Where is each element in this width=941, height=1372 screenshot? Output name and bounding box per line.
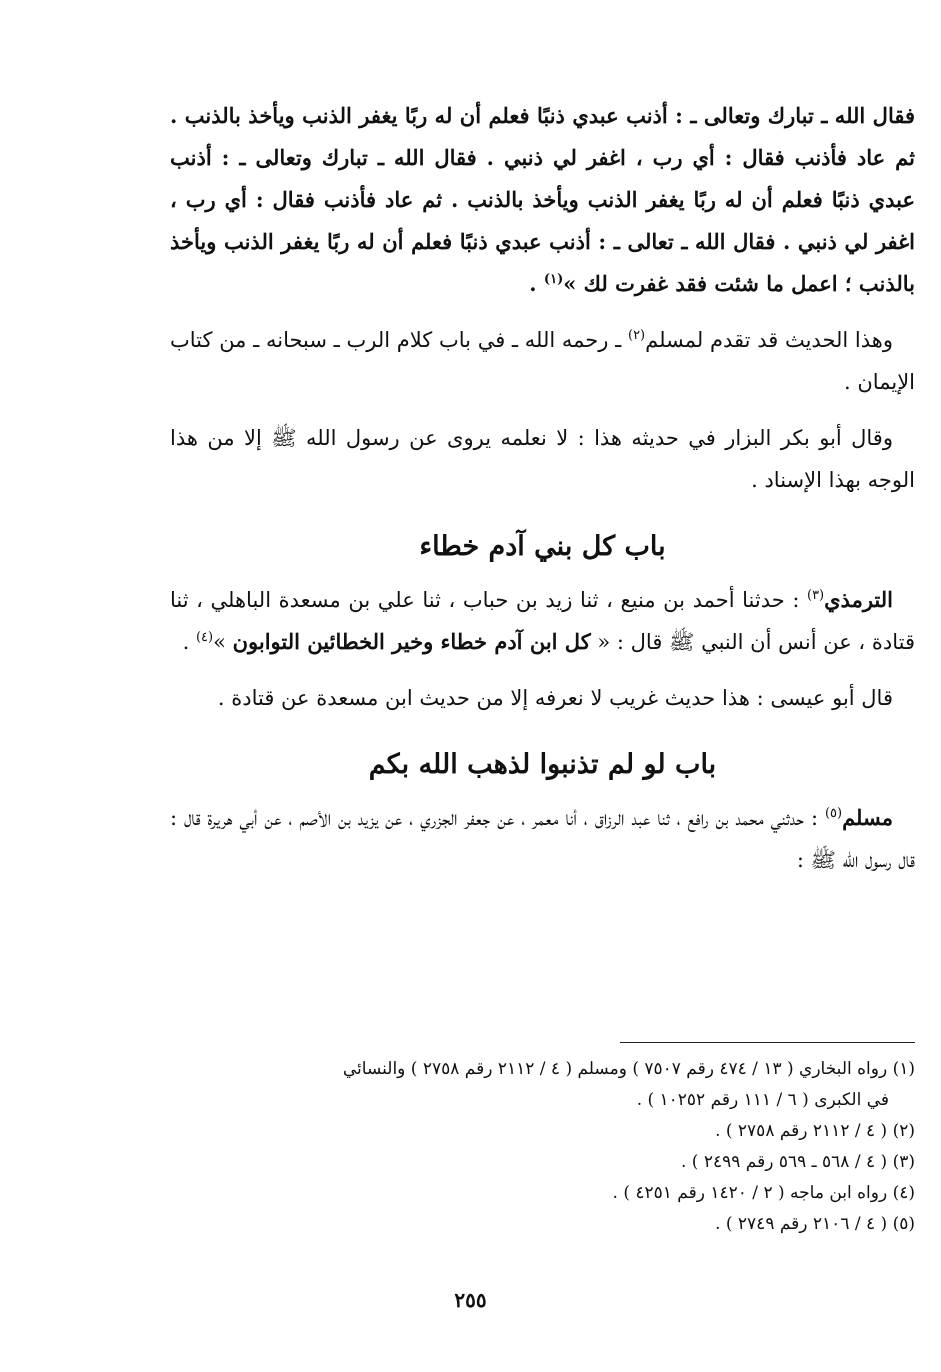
- footnote-5: (٥) ( ٤ / ٢١٠٦ رقم ٢٧٤٩ ) .: [715, 1214, 915, 1234]
- section-1-hadith: [170, 579, 915, 663]
- footnote-1-line-1: (١) رواه البخاري ( ١٣ / ٤٧٤ رقم ٧٥٠٧ ) ومسلم ( ٤ / ٢١١٢ رقم ٢٧٥٨ ) والنسائي: [342, 1059, 915, 1079]
- footnote-ref-2: (٢): [627, 328, 646, 343]
- footnote-ref-5: (٥): [824, 806, 843, 821]
- comment-1-text-a: وهذا الحديث قد تقدم لمسلم: [645, 328, 893, 352]
- section-1-source: الترمذي: [824, 587, 893, 612]
- section-1-comment: قال أبو عيسى : هذا حديث غريب لا نعرفه إلا من حديث ابن مسعدة عن قتادة .: [217, 686, 893, 710]
- footnote-1-line-2: في الكبرى ( ٦ / ١١١ رقم ١٠٢٥٢ ) .: [636, 1090, 889, 1110]
- comment-paragraph-1: [170, 319, 915, 403]
- hadith-end-tail: .: [529, 271, 544, 296]
- section-1-title: باب كل بني آدم خطاء: [419, 531, 666, 562]
- footnote-ref-3: (٣): [806, 588, 825, 603]
- page-body: [170, 95, 915, 881]
- section-2-source: مسلم: [842, 805, 893, 830]
- footnote-4: (٤) رواه ابن ماجه ( ٢ / ١٤٢٠ رقم ٤٢٥١ ) .: [612, 1183, 915, 1203]
- footnote-ref-4: (٤): [195, 630, 214, 645]
- page-number: ٢٥٥: [454, 1288, 487, 1312]
- section-1-tail: .: [182, 630, 196, 654]
- hadith-end-text: فقال الله ـ تبارك وتعالى ـ : أذنب عبدي ذنبًا فعلم أن له ربًا يغفر الذنب ويأخذ بالذنب . ثم عاد فأذنب فقال : أي رب ، اغفر لي ذنبي . فقال الله ـ تبارك وتعالى ـ : أذنب عبدي ذنبًا فعلم أن له ربًا يغفر الذنب ويأخذ بالذنب . ثم عاد فأذنب فقال : أي رب ، اغفر لي ذنبي . فقال الله ـ تعالى ـ : أذنب عبدي ذنبًا فعلم أن له ربًا يغفر الذنب ويأخذ بالذنب ؛ اعمل ما شئت فقد غفرت لك »: [170, 103, 915, 296]
- comment-1-text-b: ـ رحمه الله ـ في باب كلام الرب ـ سبحانه ـ من كتاب الإيمان .: [170, 328, 915, 394]
- footnote-3: (٣) ( ٤ / ٥٦٨ ـ ٥٦٩ رقم ٢٤٩٩ ) .: [681, 1152, 915, 1172]
- section-1-matn: كل ابن آدم خطاء وخير الخطائين التوابون: [232, 629, 591, 654]
- footnote-ref-1: (١): [543, 272, 564, 287]
- footnote-2: (٢) ( ٤ / ٢١١٢ رقم ٢٧٥٨ ) .: [715, 1121, 915, 1141]
- comment-paragraph-2: وقال أبو بكر البزار في حديثه هذا : لا نعلمه يروى عن رسول الله ﷺ إلا من هذا الوجه بهذا الإسناد .: [170, 426, 915, 492]
- section-2-isnad: : حدثني محمد بن رافع ، ثنا عبد الرزاق ، أنا معمر ، عن جعفر الجزري ، عن يزيد بن الأصم ، عن أبي هريرة قال : قال رسول الله ﷺ :: [170, 806, 915, 872]
- section-1-matn-close: »: [213, 630, 233, 654]
- section-2-title: باب لو لم تذنبوا لذهب الله بكم: [368, 749, 717, 780]
- footnotes: [170, 1054, 915, 1240]
- hadith-text: [170, 95, 915, 305]
- section-1-isnad: : حدثنا أحمد بن منيع ، ثنا زيد بن حباب ، ثنا علي بن مسعدة الباهلي ، ثنا قتادة ، عن أنس أن النبي ﷺ قال : «: [170, 588, 915, 654]
- section-2-hadith: [170, 797, 915, 881]
- footnote-divider: [620, 1042, 915, 1043]
